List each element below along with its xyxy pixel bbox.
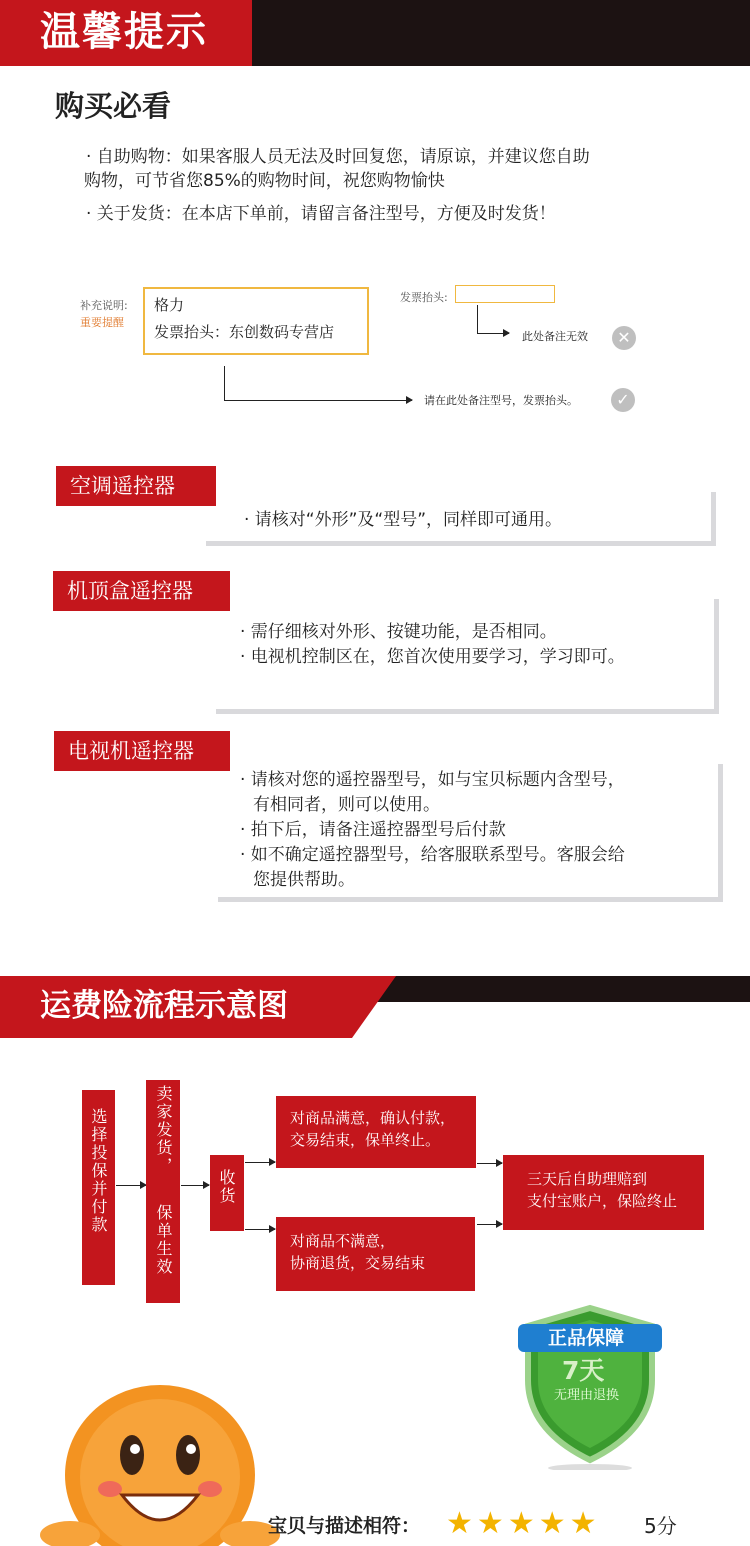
star-icon: ★: [446, 1506, 473, 1541]
flow-arrow-4a: [477, 1163, 502, 1164]
flow-branch-v: [244, 1162, 245, 1230]
note-example-line-1: 格力: [154, 296, 185, 314]
flow-unsatisfied-box: [276, 1217, 475, 1291]
tv-line-5: 您提供帮助。: [253, 870, 355, 890]
air-conditioner-line-1: · 请核对“外形”及“型号”，同样即可通用。: [244, 510, 563, 530]
check-circle-icon: ✓: [611, 388, 635, 412]
flow-step-ship-text-b: 保单生效: [154, 1204, 173, 1276]
tv-line-3: · 拍下后，请备注遥控器型号后付款: [240, 820, 506, 840]
flow-satisfied-line-1: 对商品满意，确认付款，: [290, 1109, 456, 1127]
flow-satisfied-line-2: 交易结束，保单终止。: [290, 1131, 441, 1149]
valid-connector-v: [224, 366, 225, 400]
badge-line-3: 无理由退换: [554, 1388, 620, 1403]
must-read-title: 购买必看: [55, 89, 172, 123]
star-icon: ★: [507, 1506, 535, 1541]
page-title: 温馨提示: [40, 9, 208, 55]
set-top-box-tag: 机顶盒遥控器: [53, 571, 230, 611]
star-icon: ★: [538, 1506, 566, 1541]
insurance-title: 运费险流程示意图: [40, 988, 288, 1024]
invoice-box: [455, 285, 555, 303]
valid-text: 请在此处备注型号，发票抬头。: [424, 394, 578, 407]
must-read-bullet-1b: 购物，可节省您85%的购物时间，祝您购物愉快: [84, 171, 445, 191]
invalid-text: 此处备注无效: [522, 330, 588, 343]
valid-arrow: [224, 400, 412, 401]
invalid-arrow: [477, 333, 509, 334]
invalid-connector-v: [477, 305, 478, 333]
tv-tag: 电视机遥控器: [54, 731, 230, 771]
tv-line-1: · 请核对您的遥控器型号，如与宝贝标题内含型号，: [240, 770, 625, 790]
x-circle-icon: ✕: [612, 326, 636, 350]
note-label-1: 补充说明:: [80, 299, 128, 312]
flow-final-box: [503, 1155, 704, 1230]
flow-arrow-4b: [477, 1224, 502, 1225]
rating-score: 5分: [644, 1514, 677, 1538]
flow-unsatisfied-line-1: 对商品不满意，: [290, 1232, 396, 1250]
flow-final-line-2: 支付宝账户，保险终止: [527, 1192, 678, 1210]
flow-arrow-3a: [245, 1162, 275, 1163]
flow-step-select-pay: 选择投保并付款: [82, 1090, 115, 1285]
flow-arrow-2: [181, 1185, 209, 1186]
star-icon: ★: [569, 1506, 597, 1541]
rating-stars: [446, 1506, 597, 1542]
mascot-image: [40, 1385, 280, 1546]
tv-line-2: 有相同者，则可以使用。: [253, 795, 440, 815]
badge-line-2: 7天: [562, 1356, 605, 1385]
must-read-bullet-2: · 关于发货：在本店下单前，请留言备注型号，方便及时发货！: [86, 204, 556, 224]
set-top-box-line-1: · 需仔细核对外形、按键功能，是否相同。: [240, 622, 557, 642]
must-read-bullet-1: · 自助购物：如果客服人员无法及时回复您，请原谅，并建议您自助: [86, 147, 590, 167]
flow-final-line-1: 三天后自助理赔到: [527, 1170, 648, 1188]
air-conditioner-tag: 空调遥控器: [56, 466, 216, 506]
star-icon: ★: [476, 1506, 504, 1541]
badge-line-1: 正品保障: [548, 1327, 625, 1349]
flow-step-ship-text-a: 卖家发货，: [154, 1085, 173, 1175]
flow-step-receive: 收货: [210, 1155, 244, 1231]
tv-line-4: · 如不确定遥控器型号，给客服联系型号。客服会给: [240, 845, 625, 865]
flow-arrow-3b: [245, 1229, 275, 1230]
invoice-label: 发票抬头:: [400, 291, 448, 304]
flow-arrow-1: [116, 1185, 146, 1186]
rating-label: 宝贝与描述相符：: [268, 1515, 421, 1537]
flow-unsatisfied-line-2: 协商退货，交易结束: [290, 1254, 426, 1272]
flow-satisfied-box: [276, 1096, 476, 1168]
set-top-box-line-2: · 电视机控制区在，您首次使用要学习，学习即可。: [240, 647, 625, 667]
note-example-line-2: 发票抬头：东创数码专营店: [154, 323, 335, 341]
note-label-2: 重要提醒: [80, 316, 124, 329]
